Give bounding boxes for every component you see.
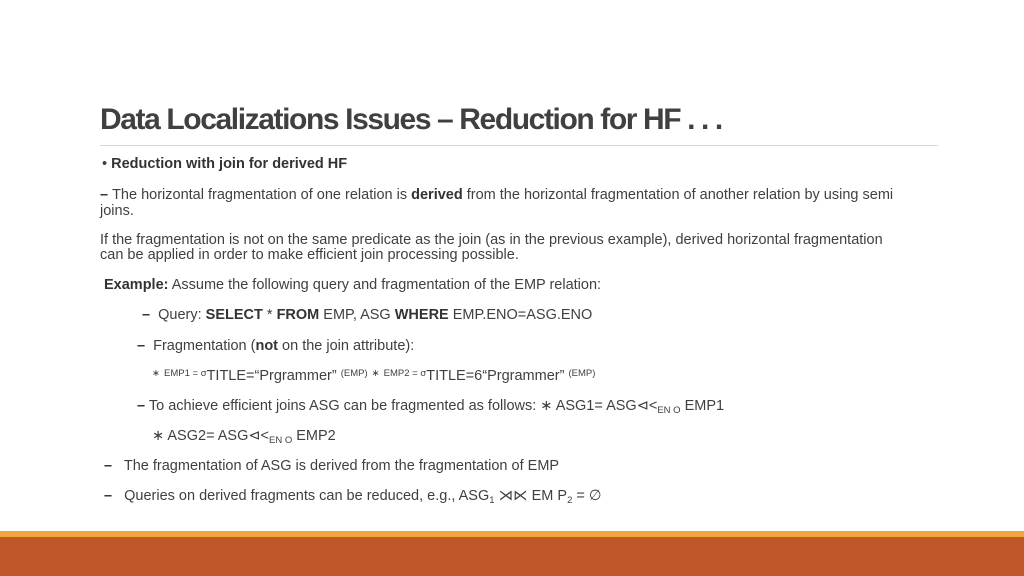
derived-text: The fragmentation of ASG is derived from the fragmentation of EMP — [123, 458, 560, 474]
frag-bold: not — [255, 338, 279, 354]
query-star: * — [262, 307, 277, 323]
query-prefix: Query: — [158, 307, 206, 323]
emp1-relation: (EMP) — [340, 368, 368, 379]
keyword-select: SELECT — [205, 307, 263, 323]
query-line — [142, 307, 592, 323]
derived-line — [104, 458, 559, 474]
query-condition: EMP.ENO=ASG.ENO — [448, 307, 593, 323]
frag-before: Fragmentation ( — [153, 338, 256, 354]
dash-marker: – — [104, 488, 113, 504]
emp2-predicate: TITLE=6“Prgrammer” — [426, 368, 565, 384]
reduced-subscript-1: 1 — [489, 495, 495, 506]
example-label: Example: — [104, 277, 169, 293]
keyword-where: WHERE — [394, 307, 449, 323]
star-marker: ∗ — [152, 368, 160, 379]
reduced-tail: = ∅ — [572, 488, 602, 504]
achieve-text: To achieve efficient joins ASG can be fragmented as follows: ∗ ASG1= ASG⊲< — [148, 398, 658, 414]
query-tables: EMP, ASG — [319, 307, 395, 323]
emp2-label: EMP2 = σ — [383, 368, 427, 379]
paragraph-predicate-line1: If the fragmentation is not on the same predicate as the join (as in the previous example), derived horizontal fragmentation — [100, 232, 883, 248]
reduced-subscript-2: 2 — [567, 495, 573, 506]
title-divider — [100, 145, 938, 146]
emp1-predicate: TITLE=“Prgrammer” — [206, 368, 337, 384]
achieve-tail: EMP1 — [680, 398, 725, 414]
asg2-tail: EMP2 — [292, 428, 336, 444]
dash-marker: – — [104, 458, 113, 474]
paragraph-predicate-line2: can be applied in order to make efficient join processing possible. — [100, 247, 519, 263]
reduced-line — [104, 488, 602, 504]
para1-before: The horizontal fragmentation of one relation is — [112, 187, 412, 203]
achieve-line — [137, 398, 724, 414]
achieve-subscript: EN O — [657, 405, 681, 416]
asg2-text: ∗ ASG2= ASG⊲< — [152, 428, 269, 444]
emp1-label: EMP1 = σ — [164, 368, 207, 379]
slide-title: Data Localizations Issues – Reduction for HF . . . — [100, 103, 722, 136]
fragmentation-line — [137, 338, 414, 354]
reduced-mid: ⋊⋉ EM P — [494, 488, 568, 504]
heading-bullet — [102, 156, 347, 172]
heading-text: Reduction with join for derived HF — [111, 156, 348, 172]
keyword-from: FROM — [276, 307, 320, 323]
example-text: Assume the following query and fragmentation of the EMP relation: — [168, 277, 602, 293]
emp-fragments-line — [152, 368, 595, 384]
star-marker: ∗ — [371, 368, 380, 379]
paragraph-derived-line2: joins. — [100, 203, 134, 219]
paragraph-derived-line1 — [100, 187, 893, 203]
asg2-line — [152, 428, 336, 444]
example-line — [104, 277, 601, 293]
bullet-marker: • — [102, 156, 108, 172]
dash-marker: – — [137, 338, 146, 354]
footer-bar — [0, 537, 1024, 576]
frag-after: on the join attribute): — [278, 338, 415, 354]
para1-bold: derived — [411, 187, 463, 203]
asg2-subscript: EN O — [269, 435, 293, 446]
dash-marker: – — [142, 307, 151, 323]
dash-marker: – — [137, 398, 146, 414]
dash-marker: – — [100, 187, 109, 203]
emp2-relation: (EMP) — [568, 368, 596, 379]
reduced-text: Queries on derived fragments can be reduced, e.g., ASG — [124, 488, 490, 504]
para1-after: from the horizontal fragmentation of another relation by using semi — [462, 187, 894, 203]
